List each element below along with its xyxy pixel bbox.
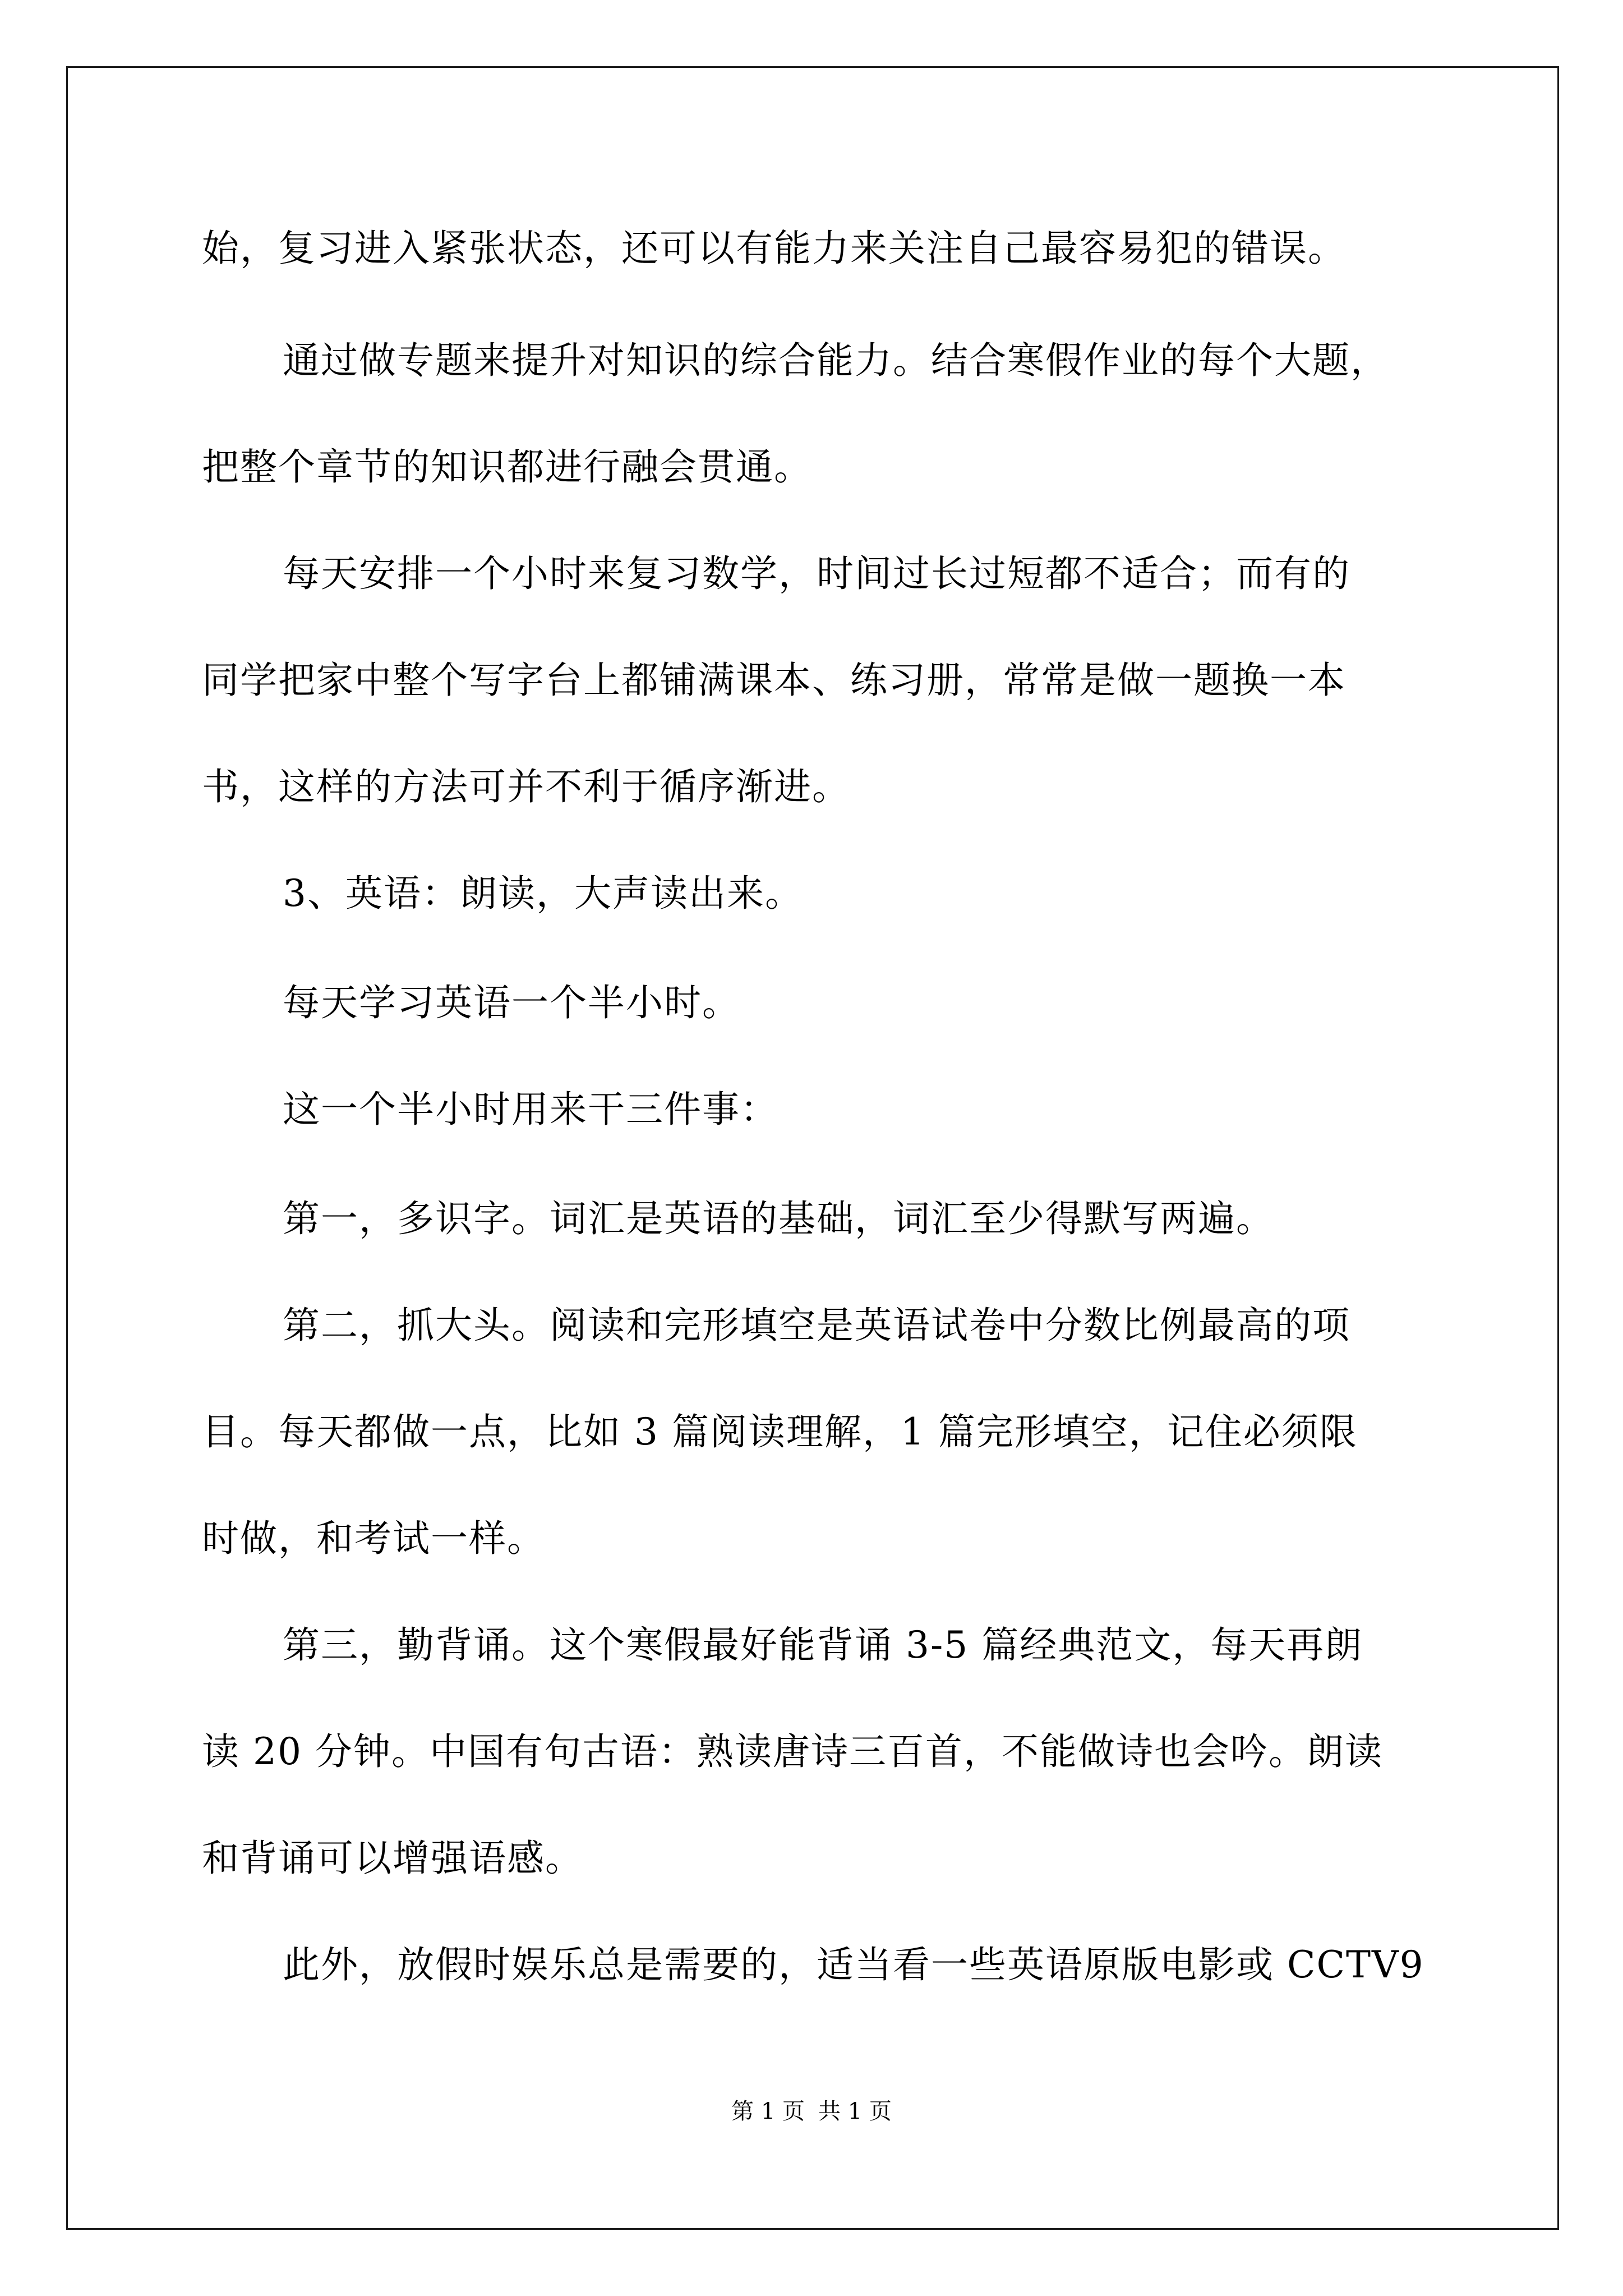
page-border — [66, 66, 1559, 2230]
section-heading: 3、英语：朗读，大声读出来。 — [283, 872, 803, 915]
page-number: 第 1 页 — [731, 2099, 805, 2124]
paragraph-line: 把整个章节的知识都进行融会贯通。 — [202, 445, 812, 489]
paragraph-line: 目。每天都做一点，比如 3 篇阅读理解，1 篇完形填空，记住必须限 — [202, 1410, 1358, 1453]
paragraph-line: 这一个半小时用来干三件事： — [283, 1088, 778, 1131]
paragraph-line: 第一，多识字。词汇是英语的基础，词汇至少得默写两遍。 — [283, 1197, 1274, 1240]
paragraph-line: 每天安排一个小时来复习数学，时间过长过短都不适合；而有的 — [283, 552, 1350, 595]
paragraph-line: 同学把家中整个写字台上都铺满课本、练习册，常常是做一题换一本 — [202, 659, 1346, 702]
paragraph-line: 时做，和考试一样。 — [202, 1517, 545, 1560]
paragraph-line: 第二，抓大头。阅读和完形填空是英语试卷中分数比例最高的项 — [283, 1304, 1350, 1347]
paragraph-line: 始，复习进入紧张状态，还可以有能力来关注自己最容易犯的错误。 — [202, 227, 1346, 270]
paragraph-line: 读 20 分钟。中国有句古语：熟读唐诗三百首，不能做诗也会吟。朗读 — [202, 1730, 1383, 1773]
page-footer — [0, 2093, 1623, 2125]
paragraph-line: 通过做专题来提升对知识的综合能力。结合寒假作业的每个大题， — [283, 339, 1389, 382]
paragraph-line: 第三，勤背诵。这个寒假最好能背诵 3-5 篇经典范文，每天再朗 — [283, 1623, 1363, 1667]
paragraph-line: 书，这样的方法可并不利于循序渐进。 — [202, 765, 850, 808]
page-total: 共 1 页 — [818, 2099, 892, 2124]
paragraph-line: 和背诵可以增强语感。 — [202, 1837, 583, 1880]
paragraph-line: 每天学习英语一个半小时。 — [283, 981, 740, 1024]
paragraph-line: 此外，放假时娱乐总是需要的，适当看一些英语原版电影或 CCTV9 — [283, 1943, 1424, 1986]
